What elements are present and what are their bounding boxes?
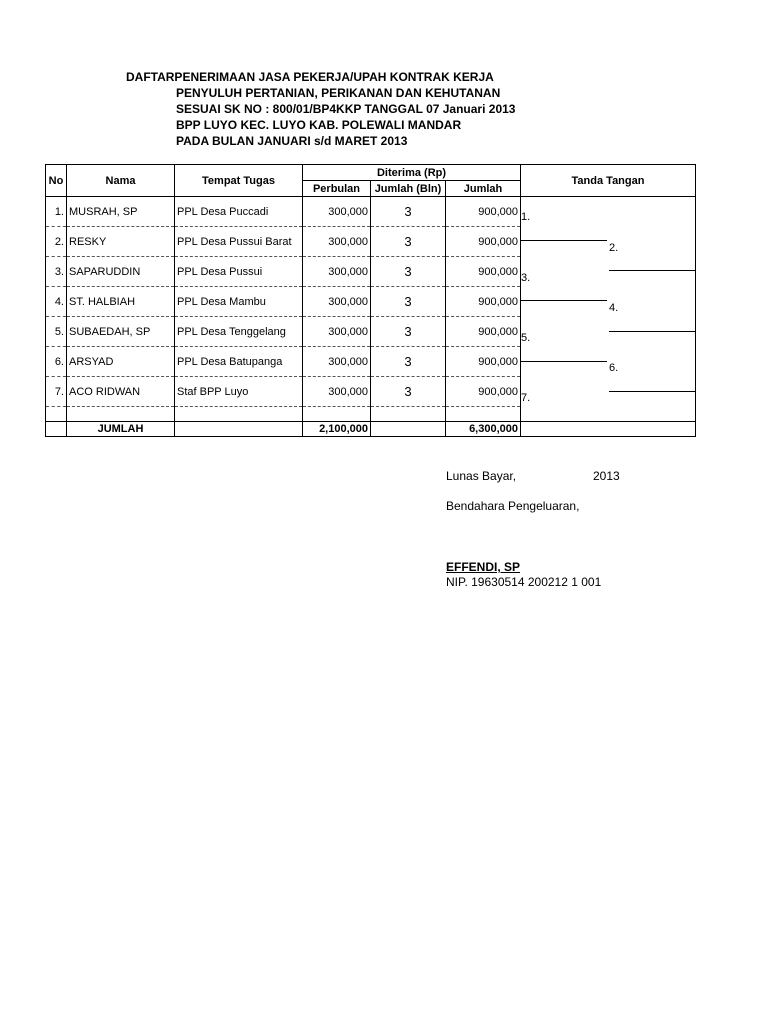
table-row: [46, 197, 696, 227]
table-row-empty: [46, 407, 696, 422]
signature-line: [521, 240, 607, 241]
header-perbulan: Perbulan: [303, 181, 371, 197]
row-no: 6.: [46, 347, 67, 377]
signature-line: [609, 391, 695, 392]
row-nama: MUSRAH, SP: [67, 197, 175, 227]
bendahara-title: Bendahara Pengeluaran,: [446, 499, 580, 513]
row-no: 4.: [46, 287, 67, 317]
row-perbulan: 300,000: [303, 287, 371, 317]
row-jumlah: 900,000: [446, 197, 521, 227]
row-bln: 3: [371, 257, 446, 287]
row-jumlah: 900,000: [446, 347, 521, 377]
header-no: No: [46, 165, 67, 197]
row-signature: [521, 287, 696, 317]
table-row: [46, 287, 696, 317]
payment-year: 2013: [593, 469, 620, 483]
row-tempat: PPL Desa Puccadi: [175, 197, 303, 227]
row-nama: ST. HALBIAH: [67, 287, 175, 317]
header-tempat-tugas: Tempat Tugas: [175, 165, 303, 197]
row-bln: 3: [371, 377, 446, 407]
table-row: [46, 317, 696, 347]
row-perbulan: 300,000: [303, 227, 371, 257]
signature-label: 1.: [521, 211, 531, 223]
signature-label: 6.: [609, 362, 619, 374]
row-nama: SAPARUDDIN: [67, 257, 175, 287]
row-tempat: PPL Desa Mambu: [175, 287, 303, 317]
row-tempat: PPL Desa Pussui: [175, 257, 303, 287]
total-label: JUMLAH: [67, 422, 175, 437]
title-line-2: PENYULUH PERTANIAN, PERIKANAN DAN KEHUTANAN: [176, 86, 501, 100]
header-diterima: Diterima (Rp): [303, 165, 521, 181]
row-signature: [521, 257, 696, 287]
row-tempat: Staf BPP Luyo: [175, 377, 303, 407]
row-nama: ACO RIDWAN: [67, 377, 175, 407]
row-tempat: PPL Desa Tenggelang: [175, 317, 303, 347]
row-bln: 3: [371, 287, 446, 317]
row-nama: RESKY: [67, 227, 175, 257]
row-signature: [521, 227, 696, 257]
signature-label: 5.: [521, 332, 531, 344]
title-line-4: BPP LUYO KEC. LUYO KAB. POLEWALI MANDAR: [176, 118, 462, 132]
row-bln: 3: [371, 317, 446, 347]
signature-line: [609, 270, 695, 271]
total-row: [46, 422, 696, 437]
signature-label: 4.: [609, 302, 619, 314]
title-line-1: DAFTARPENERIMAAN JASA PEKERJA/UPAH KONTRAK KERJA: [126, 70, 494, 84]
row-perbulan: 300,000: [303, 347, 371, 377]
lunas-bayar: Lunas Bayar,: [446, 469, 517, 483]
row-nama: ARSYAD: [67, 347, 175, 377]
table-row: [46, 257, 696, 287]
row-tempat: PPL Desa Batupanga: [175, 347, 303, 377]
row-bln: 3: [371, 227, 446, 257]
row-perbulan: 300,000: [303, 377, 371, 407]
title-line-5: PADA BULAN JANUARI s/d MARET 2013: [176, 134, 408, 148]
signature-line: [521, 421, 607, 422]
row-jumlah: 900,000: [446, 227, 521, 257]
header-tanda-tangan: Tanda Tangan: [521, 165, 696, 197]
row-no: 1.: [46, 197, 67, 227]
row-no: 2.: [46, 227, 67, 257]
row-perbulan: 300,000: [303, 257, 371, 287]
row-bln: 3: [371, 197, 446, 227]
row-tempat: PPL Desa Pussui Barat: [175, 227, 303, 257]
row-bln: 3: [371, 347, 446, 377]
row-perbulan: 300,000: [303, 197, 371, 227]
row-perbulan: 300,000: [303, 317, 371, 347]
signature-line: [609, 331, 695, 332]
table-row: [46, 377, 696, 407]
total-jumlah: 6,300,000: [446, 422, 521, 437]
total-perbulan: 2,100,000: [303, 422, 371, 437]
signature-label: 3.: [521, 272, 531, 284]
row-jumlah: 900,000: [446, 287, 521, 317]
signature-line: [521, 361, 607, 362]
row-jumlah: 900,000: [446, 257, 521, 287]
header-jumlah-bln: Jumlah (Bln): [371, 181, 446, 197]
signature-label: 2.: [609, 242, 619, 254]
row-signature: [521, 197, 696, 227]
official-nip: NIP. 19630514 200212 1 001: [446, 575, 602, 589]
row-nama: SUBAEDAH, SP: [67, 317, 175, 347]
table-row: [46, 227, 696, 257]
row-no: 3.: [46, 257, 67, 287]
row-jumlah: 900,000: [446, 317, 521, 347]
header-nama: Nama: [67, 165, 175, 197]
signature-line: [521, 300, 607, 301]
title-line-3: SESUAI SK NO : 800/01/BP4KKP TANGGAL 07 Januari 2013: [176, 102, 516, 116]
header-jumlah: Jumlah: [446, 181, 521, 197]
row-jumlah: 900,000: [446, 377, 521, 407]
official-name: EFFENDI, SP: [446, 560, 521, 574]
row-no: 5.: [46, 317, 67, 347]
signature-label: 7.: [521, 392, 531, 404]
row-no: 7.: [46, 377, 67, 407]
